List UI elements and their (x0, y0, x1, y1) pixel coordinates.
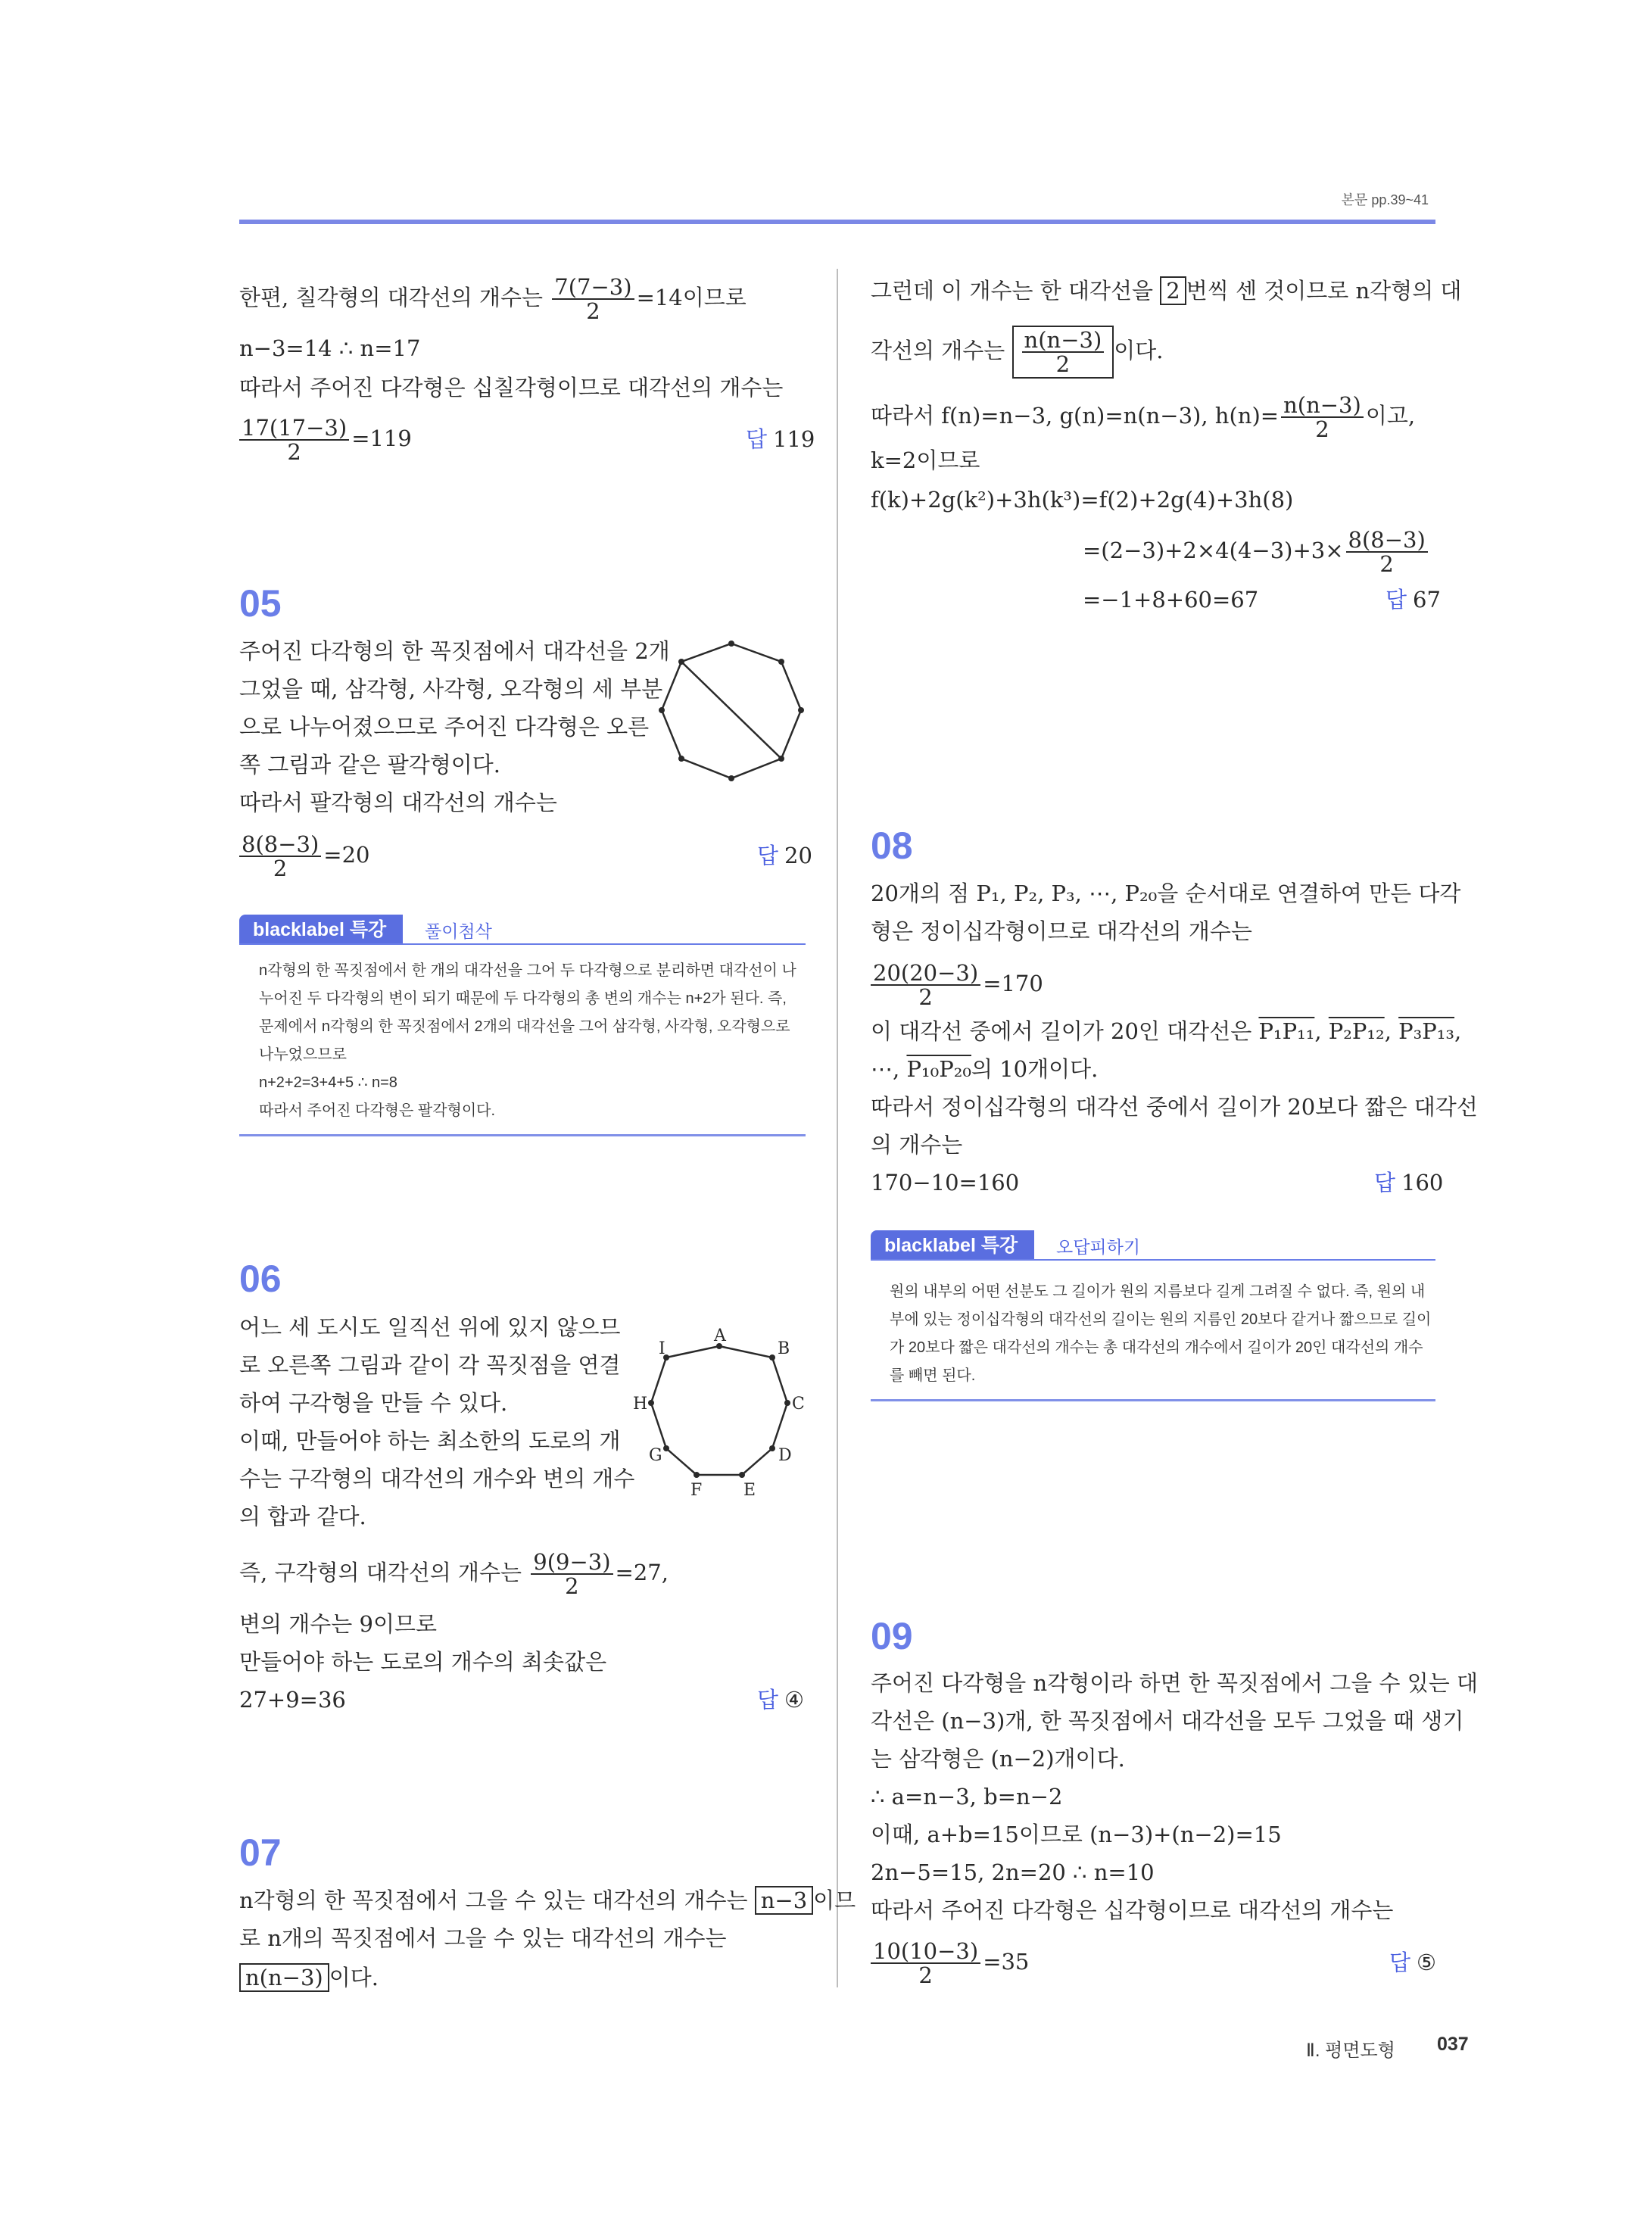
text-line: 로 n개의 꼭짓점에서 그을 수 있는 대각선의 개수는 (239, 1925, 727, 1951)
vertex-label: I (659, 1339, 665, 1358)
text-line: 쪽 그림과 같은 팔각형이다. (239, 752, 501, 778)
answer (1374, 1167, 1443, 1199)
blacklabel-end-rule (871, 1399, 1435, 1401)
text-line: =−1+8+60=67 (1083, 587, 1259, 613)
text-line (871, 1054, 1098, 1084)
vertex-label: A (714, 1326, 726, 1345)
vertex-label: B (778, 1339, 790, 1358)
text-line: n−3=14 ∴ n=17 (239, 335, 421, 361)
text-line (871, 962, 1043, 1008)
text-line: 변의 개수는 9이므로 (239, 1611, 437, 1637)
text: 이므 (813, 1887, 856, 1913)
text: 각선의 개수는 (871, 338, 1005, 363)
segment: P₁P₁₁ (1258, 1018, 1315, 1044)
segment: P₁₀P₂₀ (906, 1056, 971, 1082)
text-line: 의 합과 같다. (239, 1504, 366, 1529)
text-line: 의 개수는 (871, 1132, 963, 1158)
text-line: 각선은 (n−3)개, 한 꼭짓점에서 대각선을 모두 그었을 때 생기 (871, 1708, 1464, 1734)
numerator: 10(10−3) (871, 1940, 980, 1964)
answer-box: n−3 (755, 1886, 813, 1915)
fraction (1281, 394, 1364, 441)
answer-box: n(n−3) (239, 1963, 329, 1992)
text-line (871, 326, 1164, 379)
text-line: 형은 정이십각형이므로 대각선의 개수는 (871, 918, 1252, 944)
text-line: 어느 세 도시도 일직선 위에 있지 않으므 (239, 1314, 621, 1340)
answer-value: ④ (784, 1687, 805, 1713)
segment: P₂P₁₂ (1328, 1018, 1385, 1044)
text-line: 이 대각선 중에서 길이가 20인 대각선은 P₁P₁₁, P₂P₁₂, P₃P₁₃, (871, 1018, 1462, 1044)
text: 따라서 f(n)=n−3, g(n)=n(n−3), h(n)= (871, 403, 1280, 429)
text: n각형의 한 꼭짓점에서 그을 수 있는 대각선의 개수는 (239, 1887, 748, 1913)
text: 한편, 칠각형의 대각선의 개수는 (239, 285, 544, 310)
text-line: 이때, a+b=15이므로 (n−3)+(n−2)=15 (871, 1822, 1282, 1847)
answer (757, 1685, 804, 1716)
text-line: 27+9=36 (239, 1687, 346, 1713)
text-line: n각형의 한 꼭짓점에서 한 개의 대각선을 그어 두 다각형으로 분리하면 대각선이 나 (259, 962, 796, 979)
fraction (239, 833, 321, 880)
fraction (239, 416, 349, 463)
fraction (531, 1551, 612, 1598)
fraction (1022, 329, 1105, 376)
answer-label: 답 (1374, 1171, 1396, 1195)
numerator: 8(8−3) (239, 833, 321, 857)
text-line: k=2이므로 (871, 447, 980, 473)
text-line: 따라서 주어진 다각형은 팔각형이다. (259, 1102, 496, 1119)
denominator: 2 (1055, 351, 1071, 377)
vertex-label: E (743, 1481, 756, 1500)
vertex-label: C (792, 1395, 805, 1414)
text-line: f(k)+2g(k²)+3h(k³)=f(2)+2g(4)+3h(8) (871, 487, 1294, 513)
text-line: 주어진 다각형의 한 꼭짓점에서 대각선을 2개 (239, 638, 670, 664)
blacklabel-tag: blacklabel 특강 (239, 915, 403, 945)
text-line: 이때, 만들어야 하는 최소한의 도로의 개 (239, 1428, 621, 1454)
problem-number-08: 08 (871, 824, 913, 867)
text: =35 (983, 1949, 1030, 1975)
text: =27, (615, 1560, 669, 1585)
text-line: 는 삼각형은 (n−2)개이다. (871, 1746, 1125, 1772)
answer-value: 20 (784, 843, 812, 868)
denominator: 2 (565, 1573, 579, 1599)
text: 이고, (1365, 403, 1416, 429)
text-line (239, 1962, 379, 1993)
text: =170 (983, 971, 1043, 996)
text-line: ∴ a=n−3, b=n−2 (871, 1784, 1063, 1810)
answer (757, 840, 812, 871)
text-line (239, 276, 747, 323)
text-line (871, 394, 1415, 441)
vertex-label: H (633, 1395, 648, 1414)
numerator: n(n−3) (1281, 394, 1364, 418)
text-line: 따라서 주어진 다각형은 십칠각형이므로 대각선의 개수는 (239, 375, 784, 401)
answer-value: ⑤ (1417, 1950, 1437, 1975)
text: 번씩 센 것이므로 n각형의 대 (1186, 278, 1462, 304)
answer (1389, 1947, 1436, 1978)
answer-label: 답 (1389, 1951, 1411, 1975)
segment: P₃P₁₃ (1398, 1018, 1455, 1044)
text-line: 따라서 팔각형의 대각선의 개수는 (239, 790, 557, 815)
numerator: 17(17−3) (239, 416, 349, 441)
page-reference: 본문 pp.39~41 (1341, 192, 1429, 207)
denominator: 2 (918, 984, 933, 1010)
text-line: 로 오른쪽 그림과 같이 각 꼭짓점을 연결 (239, 1352, 621, 1378)
answer-label: 답 (757, 844, 779, 868)
text-line: 따라서 주어진 다각형은 십각형이므로 대각선의 개수는 (871, 1897, 1394, 1923)
text: 이 대각선 중에서 길이가 20인 대각선은 (871, 1018, 1252, 1044)
text: 이다. (1114, 338, 1164, 363)
text-line: n+2+2=3+4+5 ∴ n=8 (259, 1074, 397, 1091)
text-line: 수는 구각형의 대각선의 개수와 변의 개수 (239, 1466, 635, 1492)
text-line (871, 1940, 1029, 1987)
text: 즉, 구각형의 대각선의 개수는 (239, 1560, 522, 1585)
text: ⋯, (871, 1056, 900, 1082)
blacklabel-body (259, 957, 796, 1125)
text: =(2−3)+2×4(4−3)+3× (1083, 538, 1344, 563)
text-line (239, 416, 412, 463)
problem-number-05: 05 (239, 582, 282, 625)
answer-box (1012, 326, 1114, 379)
answer-label: 답 (746, 428, 768, 452)
fraction (871, 962, 980, 1008)
text: =14이므로 (636, 285, 747, 310)
blacklabel-end-rule (239, 1134, 806, 1136)
problem-number-07: 07 (239, 1831, 282, 1874)
answer-value: 67 (1413, 587, 1441, 613)
blacklabel-subtitle: 풀이첨삭 (425, 921, 492, 941)
numerator: 8(8−3) (1346, 528, 1428, 553)
text-line: 원의 내부의 어떤 선분도 그 길이가 원의 지름보다 길게 그려질 수 없다. 즉, 원의 내 (890, 1283, 1426, 1300)
text-line: 를 빼면 된다. (890, 1367, 976, 1384)
denominator: 2 (1379, 551, 1394, 577)
text-line: 2n−5=15, 2n=20 ∴ n=10 (871, 1859, 1155, 1885)
fraction (552, 276, 634, 323)
blacklabel-header (871, 1230, 1435, 1261)
page-number: 037 (1437, 2034, 1469, 2055)
answer (1385, 584, 1441, 616)
answer-value: 119 (773, 426, 815, 452)
answer-value: 160 (1401, 1170, 1444, 1195)
answer-label: 답 (757, 1688, 779, 1713)
text-line: 부에 있는 정이십각형의 대각선의 길이는 원의 지름인 20보다 같거나 짧으므로 길이 (890, 1311, 1432, 1328)
fraction (1346, 528, 1428, 575)
text-line: 으로 나누어졌으므로 주어진 다각형은 오른 (239, 714, 650, 740)
text-line (239, 1551, 669, 1598)
blacklabel-body (890, 1278, 1431, 1390)
text-line: 그었을 때, 삼각형, 사각형, 오각형의 세 부분 (239, 676, 663, 702)
text-line (871, 276, 1461, 306)
numerator: 7(7−3) (552, 276, 634, 300)
text-line: 주어진 다각형을 n각형이라 하면 한 꼭짓점에서 그을 수 있는 대 (871, 1670, 1478, 1696)
text-line: 20개의 점 P₁, P₂, P₃, ⋯, P₂₀을 순서대로 연결하여 만든 다각 (871, 881, 1461, 906)
text-line (239, 833, 369, 880)
text-line: 170−10=160 (871, 1170, 1020, 1195)
nonagon-figure (628, 1321, 818, 1503)
answer-label: 답 (1385, 588, 1407, 613)
header-rule (239, 220, 1435, 224)
text-line (239, 1885, 856, 1915)
text-line (1083, 528, 1430, 575)
text: 그런데 이 개수는 한 대각선을 (871, 278, 1154, 304)
denominator: 2 (273, 856, 288, 881)
text: =20 (323, 842, 370, 868)
text: =119 (351, 425, 412, 451)
text: 의 10개이다. (971, 1056, 1099, 1082)
problem-number-06: 06 (239, 1258, 282, 1300)
blacklabel-subtitle: 오답피하기 (1056, 1237, 1141, 1257)
text-line: 문제에서 n각형의 한 꼭짓점에서 2개의 대각선을 그어 삼각형, 사각형, 오각형으로 (259, 1018, 790, 1035)
text-line: 따라서 정이십각형의 대각선 중에서 길이가 20보다 짧은 대각선 (871, 1094, 1478, 1120)
denominator: 2 (586, 298, 600, 324)
vertex-label: F (690, 1481, 703, 1500)
problem-number-09: 09 (871, 1615, 913, 1657)
chapter-title: Ⅱ. 평면도형 (1306, 2040, 1395, 2061)
column-divider (837, 269, 838, 1987)
answer (746, 424, 815, 455)
vertex-label: D (778, 1446, 792, 1465)
numerator: 20(20−3) (871, 962, 980, 986)
denominator: 2 (918, 1962, 933, 1988)
numerator: 9(9−3) (531, 1551, 612, 1575)
text-line: 만들어야 하는 도로의 개수의 최솟값은 (239, 1649, 607, 1675)
text-line: 누어진 두 다각형의 변이 되기 때문에 두 다각형의 총 변의 개수는 n+2가 된다. 즉, (259, 990, 787, 1007)
blacklabel-rule (871, 1259, 1435, 1261)
denominator: 2 (1315, 416, 1329, 442)
text-line: 가 20보다 짧은 대각선의 개수는 총 대각선의 개수에서 길이가 20인 대각선의 개수 (890, 1339, 1423, 1356)
blacklabel-tag: blacklabel 특강 (871, 1230, 1034, 1261)
fraction (871, 1940, 980, 1987)
text-line: 하여 구각형을 만들 수 있다. (239, 1390, 508, 1416)
vertex-label: G (649, 1446, 662, 1465)
answer-box: 2 (1160, 276, 1186, 305)
blacklabel-header (239, 915, 806, 945)
text: 이다. (329, 1965, 379, 1990)
octagon-figure (651, 636, 818, 787)
numerator: n(n−3) (1022, 329, 1105, 353)
blacklabel-rule (239, 943, 806, 945)
denominator: 2 (287, 439, 301, 465)
text-line: 나누었으므로 (259, 1046, 347, 1063)
